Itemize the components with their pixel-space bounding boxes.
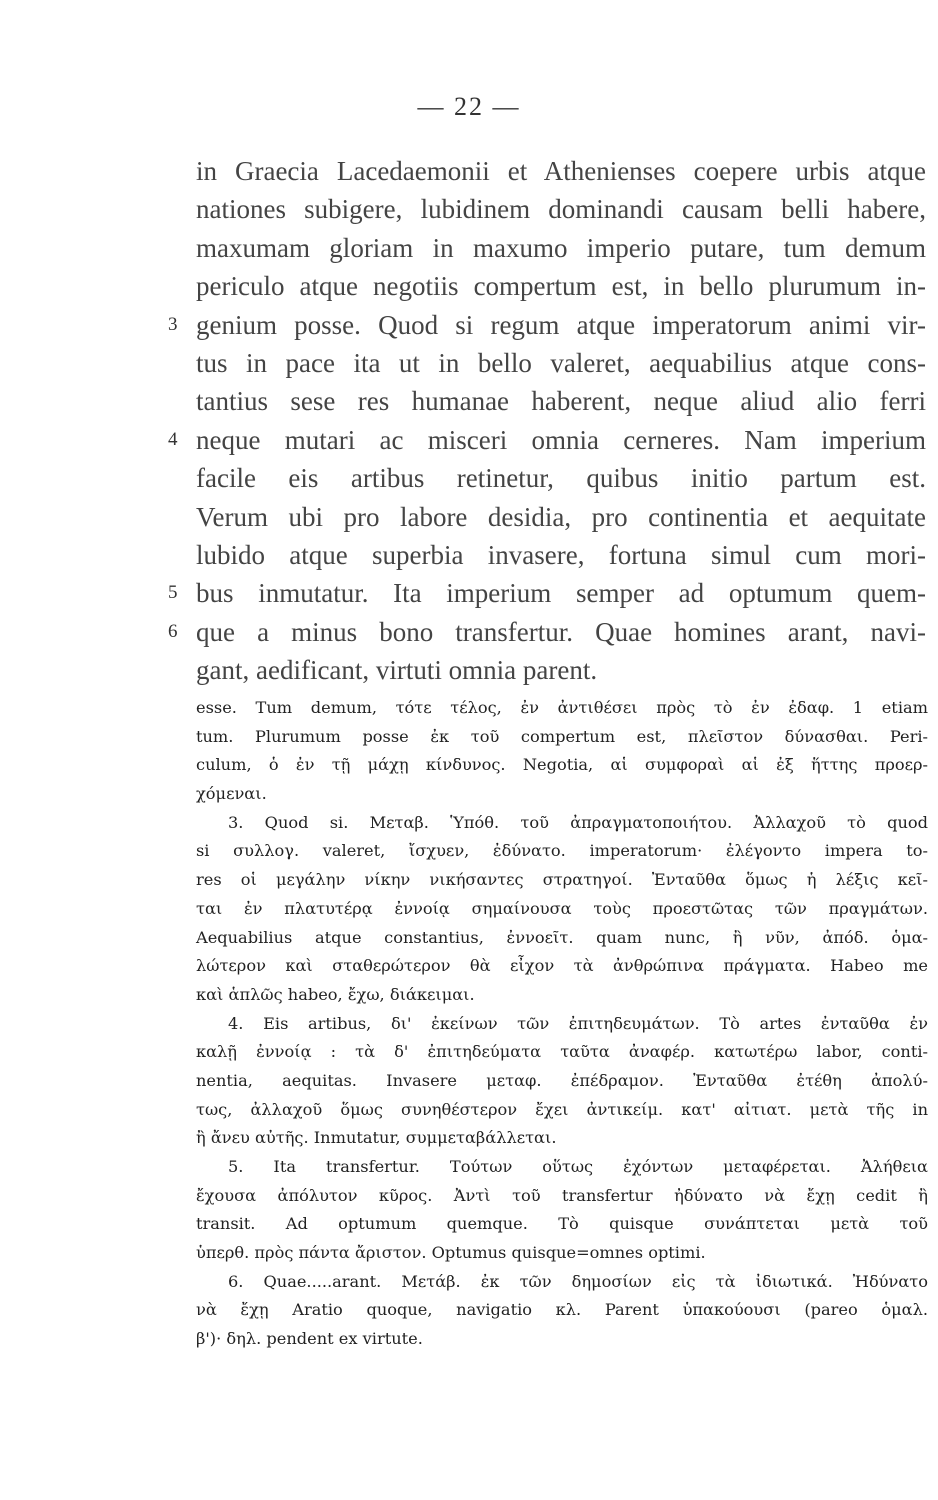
margin-line-number: 4 <box>168 428 178 450</box>
note-line: καὶ ἁπλῶς habeo, ἔχω, διάκειμαι. <box>196 984 475 1004</box>
note-line: ἢ ἄνευ αὐτῆς. Inmutatur, συμμεταβάλλεται. <box>196 1128 557 1148</box>
note-line: culum, ὁ ἐν τῇ μάχῃ κίνδυνος. Negotia, αἱ συμφοραὶ αἱ ἐξ ἥττης προερ- <box>196 755 928 775</box>
main-text-line <box>196 459 926 497</box>
main-text-line <box>196 190 926 228</box>
main-text-line <box>168 574 926 612</box>
margin-line-number: 6 <box>168 620 178 642</box>
main-text-line <box>196 344 926 382</box>
main-text-content: nationes subigere, lubidinem dominandi causam belli habere, <box>196 194 926 225</box>
note-line: 4. Eis artibus, δι' ἐκείνων τῶν ἐπιτηδευμάτων. Τὸ artes ἐνταῦθα ἐν <box>228 1013 928 1033</box>
main-text-content: neque mutari ac misceri omnia cerneres. Nam imperium <box>196 424 926 455</box>
main-text-content: in Graecia Lacedaemonii et Athenienses coepere urbis atque <box>196 156 926 186</box>
main-text-content: Verum ubi pro labore desidia, pro continentia et aequitate <box>196 501 926 532</box>
note-line: transit. Ad optumum quemque. Τὸ quisque συνάπτεται μετὰ τοῦ <box>196 1214 928 1234</box>
main-text-line <box>196 651 926 689</box>
note-line: χόμεναι. <box>196 784 267 804</box>
note-line: res οἱ μεγάλην νίκην νικήσαντες στρατηγοί. Ἐνταῦθα ὅμως ἡ λέξις κεῖ- <box>196 870 928 890</box>
main-text-line <box>168 421 926 459</box>
note-line: β')· δηλ. pendent ex virtute. <box>196 1329 423 1349</box>
main-text-line <box>168 613 926 651</box>
main-text-content: tus in pace ita ut in bello valeret, aequabilius atque cons- <box>196 347 926 378</box>
note-line: λώτερον καὶ σταθερώτερον θὰ εἶχον τὰ ἀνθρώπινα πράγματα. Habeo me <box>196 956 928 976</box>
main-text-content: periculo atque negotiis compertum est, in bello plurumum in- <box>196 271 926 302</box>
note-line: ὑπερθ. πρὸς πάντα ἄριστον. Optumus quisque=omnes optimi. <box>196 1243 706 1263</box>
margin-line-number: 5 <box>168 582 178 604</box>
main-text-line <box>196 229 926 267</box>
note-line: esse. Tum demum, τότε τέλος, ἐν ἀντιθέσει πρὸς τὸ ἐν ἐδαφ. 1 etiam <box>196 698 928 717</box>
main-text-line <box>196 267 926 305</box>
main-text-content: maxumam gloriam in maxumo imperio putare, tum demum <box>196 232 926 263</box>
main-text-line <box>196 152 926 190</box>
main-text-content: tantius sese res humanae haberent, neque aliud alio ferri <box>196 386 926 417</box>
note-line: 3. Quod si. Μεταβ. Ὑπόθ. τοῦ ἀπραγματοποιήτου. Ἀλλαχοῦ τὸ quod <box>228 812 928 832</box>
main-text-content: lubido atque superbia invasere, fortuna simul cum mori- <box>196 539 926 570</box>
page-number: — 22 — <box>417 92 521 121</box>
note-line: 6. Quae.....arant. Μετάβ. ἐκ τῶν δημοσίων εἰς τὰ ἰδιωτικά. Ἠδύνατο <box>228 1271 928 1291</box>
main-text-line <box>196 382 926 420</box>
main-text-content: bus inmutatur. Ita imperium semper ad optumum quem- <box>196 578 926 609</box>
main-text-content: facile eis artibus retinetur, quibus initio partum est. <box>196 463 926 494</box>
note-line: τως, ἀλλαχοῦ ὅμως συνηθέστερον ἔχει ἀντικείμ. κατ' αἰτιατ. μετὰ τῆς in <box>196 1099 928 1119</box>
note-line: si συλλογ. valeret, ἴσχυεν, ἐδύνατο. imperatorum· ἐλέγοντο impera to- <box>196 841 928 861</box>
main-text-line <box>196 536 926 574</box>
margin-line-number: 3 <box>168 313 178 335</box>
note-line: tum. Plurumum posse ἐκ τοῦ compertum est, πλεῖστον δύνασθαι. Peri- <box>196 726 928 746</box>
main-text-line <box>196 498 926 536</box>
main-text-content: gant, aedificant, virtuti omnia parent. <box>196 655 598 686</box>
note-line: 5. Ita transfertur. Τούτων οὕτως ἐχόντων μεταφέρεται. Ἀλήθεια <box>228 1157 928 1176</box>
main-text-content: genium posse. Quod si regum atque imperatorum animi vir- <box>196 309 926 340</box>
note-line: Aequabilius atque constantius, ἐννοεῖτ. quam nunc, ἢ νῦν, ἀπόδ. ὁμα- <box>196 927 928 947</box>
commentary-notes <box>196 694 928 1354</box>
note-line: νὰ ἔχῃ Aratio quoque, navigatio κλ. Parent ὑπακούουσι (pareo ὁμαλ. <box>196 1300 928 1320</box>
note-line: ται ἐν πλατυτέρᾳ ἐννοίᾳ σημαίνουσα τοὺς προεστῶτας τῶν πραγμάτων. <box>196 898 928 918</box>
note-line: nentia, aequitas. Invasere μεταφ. ἐπέδραμον. Ἐνταῦθα ἐτέθη ἀπολύ- <box>196 1070 928 1090</box>
note-line: καλῇ ἐννοίᾳ : τὰ δ' ἐπιτηδεύματα ταῦτα ἀναφέρ. κατωτέρω labor, conti- <box>196 1042 928 1062</box>
main-text <box>168 152 926 689</box>
main-text-content: que a minus bono transfertur. Quae homines arant, navi- <box>196 616 926 647</box>
note-line: ἔχουσα ἀπόλυτον κῦρος. Ἀντὶ τοῦ transfertur ἠδύνατο νὰ ἔχῃ cedit ἢ <box>196 1185 928 1205</box>
main-text-line <box>168 306 926 344</box>
